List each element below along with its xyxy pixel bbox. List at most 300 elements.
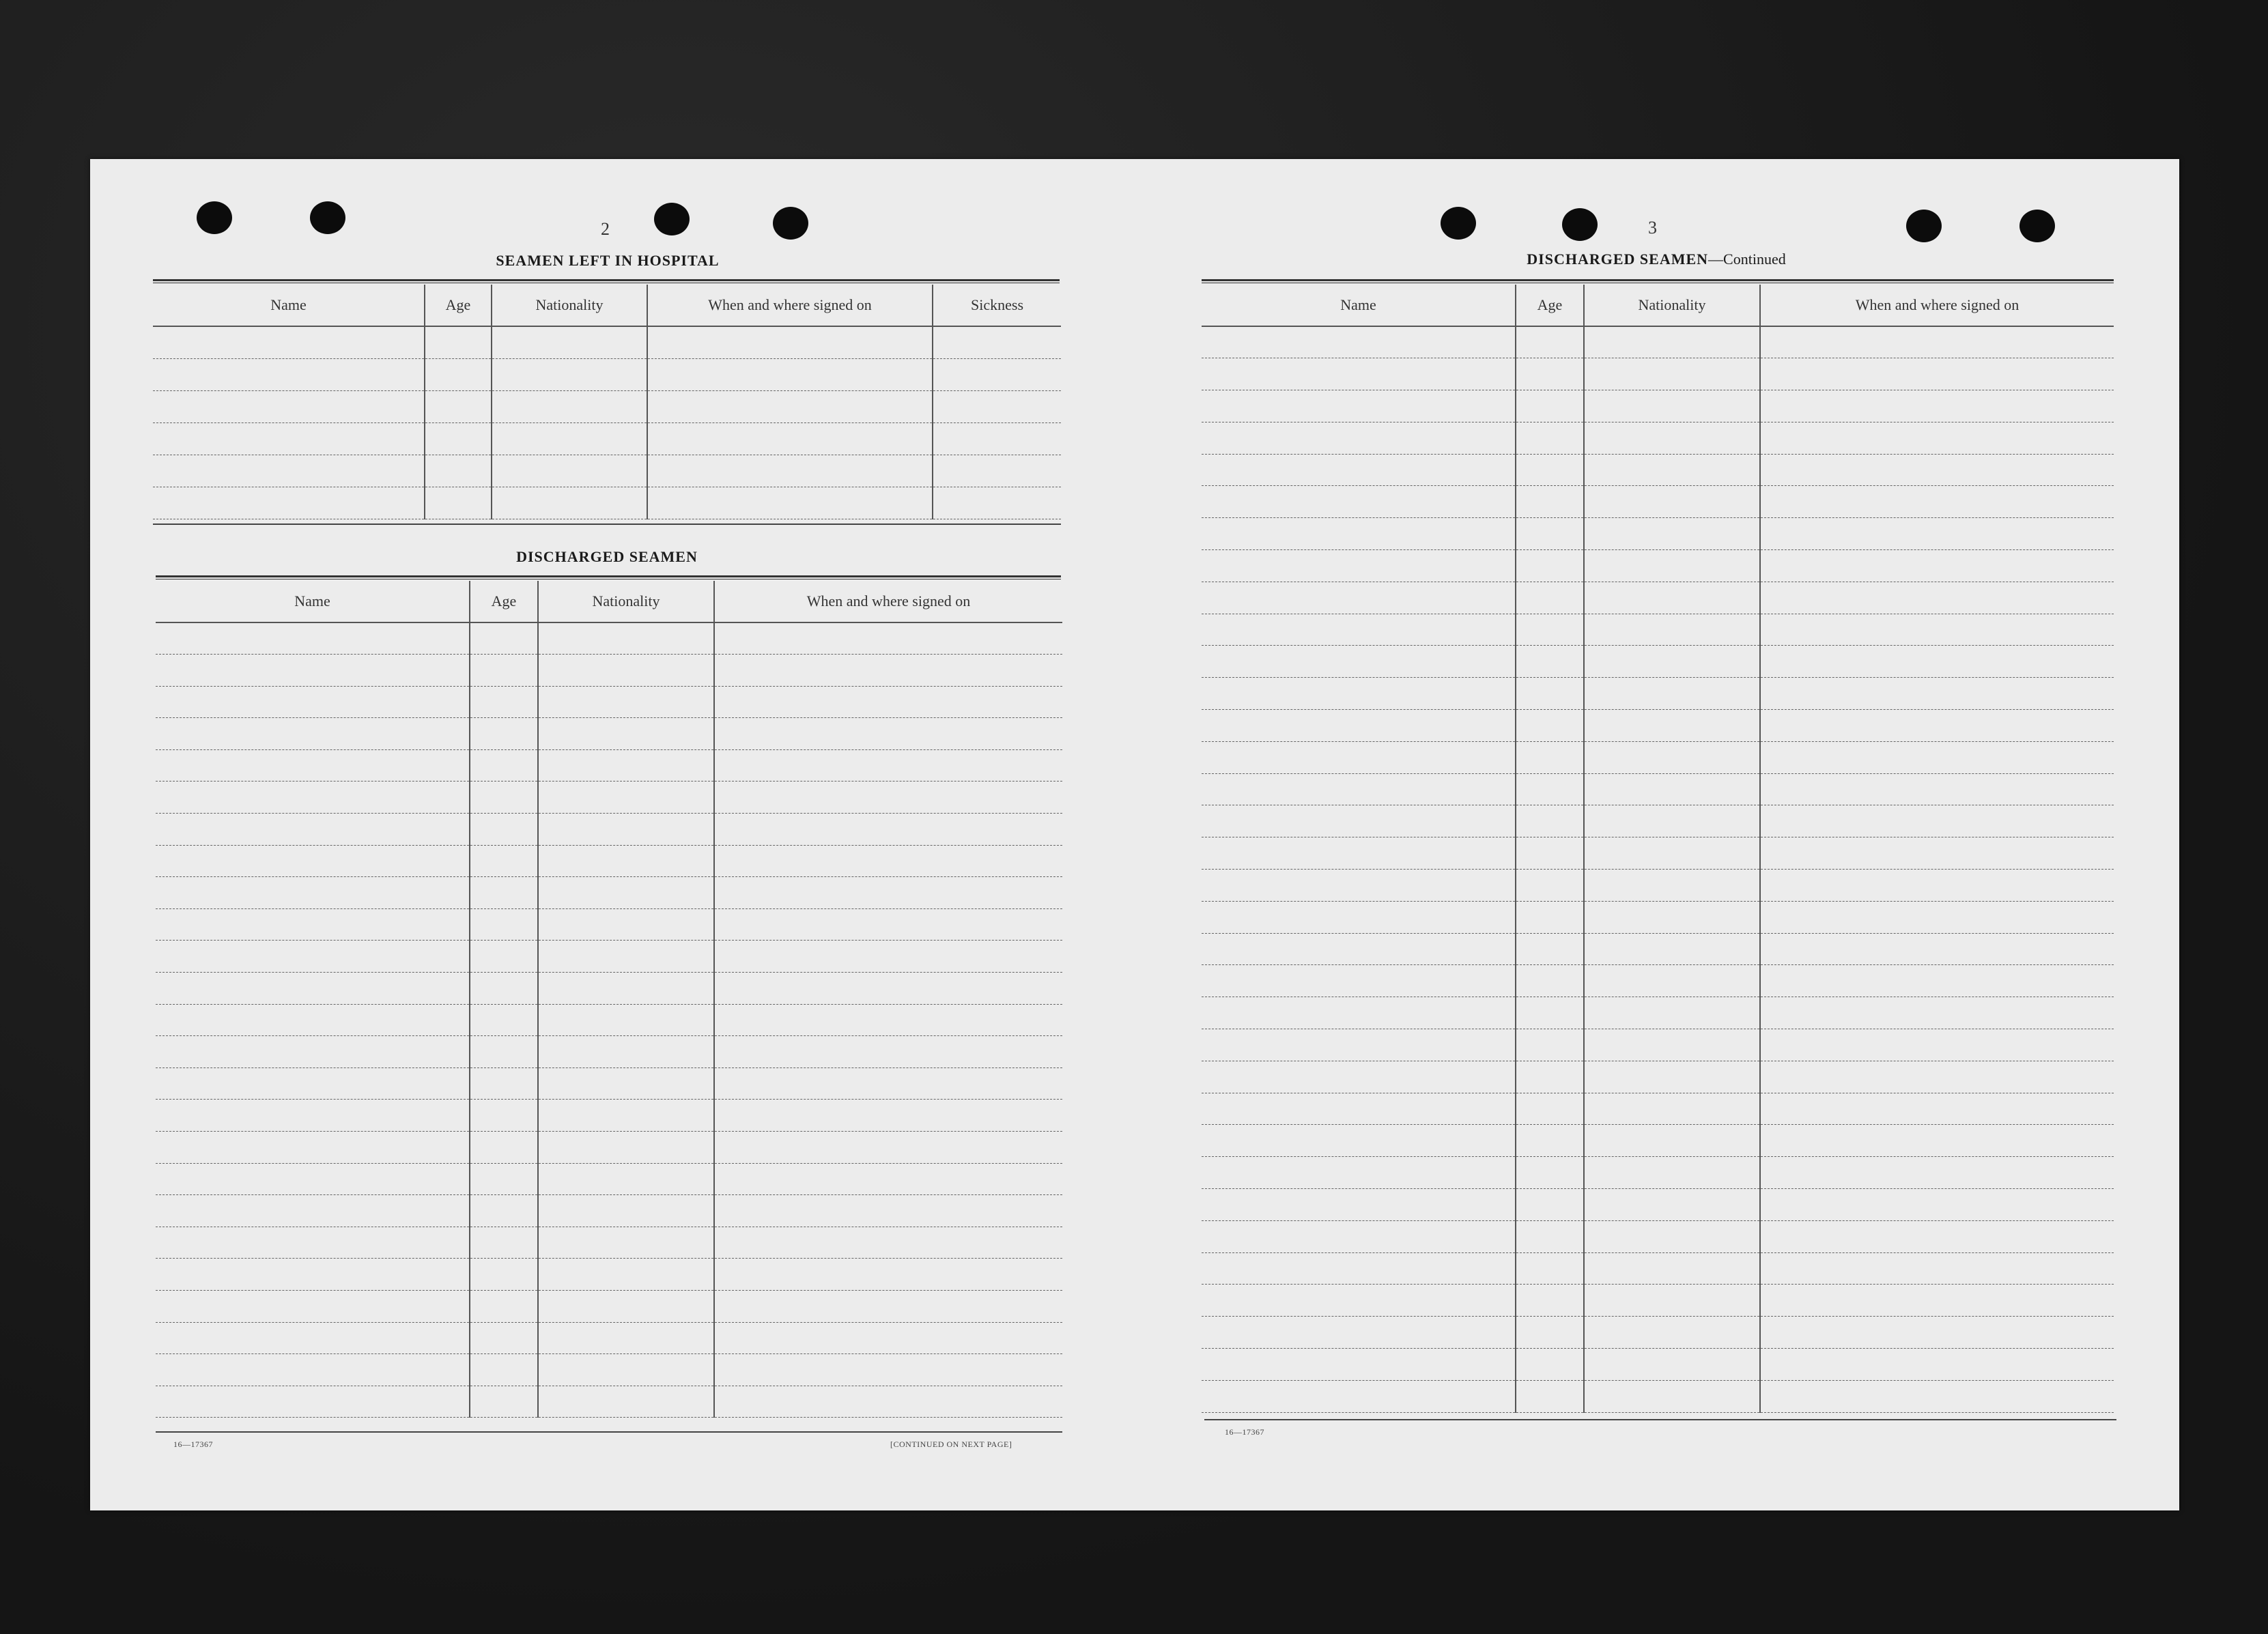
table-cell: [1202, 805, 1516, 837]
table-cell: [1760, 1380, 2114, 1412]
table-cell: [714, 1290, 1062, 1322]
table-row: [1202, 582, 2114, 614]
table-cell: [153, 487, 425, 519]
table-row: [156, 1290, 1062, 1322]
table-cell: [1760, 1189, 2114, 1221]
table-cell: [156, 1227, 470, 1259]
table-cell: [1516, 1189, 1584, 1221]
table-cell: [1516, 1029, 1584, 1061]
table-cell: [538, 1386, 714, 1418]
table-cell: [492, 455, 647, 487]
table-cell: [714, 973, 1062, 1005]
table-cell: [1202, 358, 1516, 390]
table-cell: [1584, 1285, 1760, 1317]
table-cell: [714, 1354, 1062, 1386]
table-cell: [156, 1067, 470, 1100]
table-cell: [153, 455, 425, 487]
table-cell: [156, 1322, 470, 1354]
table-cell: [1516, 710, 1584, 742]
table-cell: [1202, 454, 1516, 486]
table-cell: [1516, 358, 1584, 390]
table-cell: [1760, 1125, 2114, 1157]
table-cell: [933, 422, 1061, 455]
table-cell: [538, 1067, 714, 1100]
table-cell: [1516, 1093, 1584, 1125]
table-cell: [470, 1132, 538, 1164]
table-cell: [538, 749, 714, 782]
table-cell: [470, 908, 538, 941]
table-cell: [1516, 901, 1584, 933]
table-cell: [1516, 870, 1584, 902]
table-cell: [1584, 1029, 1760, 1061]
table-cell: [1516, 773, 1584, 805]
table-cell: [1584, 933, 1760, 965]
table-cell: [1760, 933, 2114, 965]
table-row: [156, 1100, 1062, 1132]
right-bottom-rule: [1204, 1419, 2116, 1420]
table-row: [1202, 422, 2114, 454]
table-cell: [153, 390, 425, 422]
table-cell: [1202, 518, 1516, 550]
table-cell: [647, 358, 933, 390]
column-header-when-where-signed-on: When and where signed on: [1760, 285, 2114, 326]
table-cell: [933, 326, 1061, 358]
table-row: [156, 1036, 1062, 1068]
table-cell: [492, 390, 647, 422]
table-row: [156, 908, 1062, 941]
table-cell: [647, 487, 933, 519]
table-cell: [538, 845, 714, 877]
table-row: [156, 877, 1062, 909]
table-cell: [1584, 870, 1760, 902]
table-cell: [1202, 550, 1516, 582]
table-cell: [538, 908, 714, 941]
table-cell: [1584, 550, 1760, 582]
table-cell: [425, 390, 492, 422]
right-top-rule: [1202, 279, 2114, 283]
table-cell: [1516, 614, 1584, 646]
table-cell: [1760, 1252, 2114, 1285]
table-cell: [1516, 997, 1584, 1029]
discharged-header-row: [156, 581, 1062, 622]
continued-on-next-page-note: [CONTINUED ON NEXT PAGE]: [890, 1439, 1012, 1449]
hospital-bottom-rule: [153, 524, 1061, 525]
table-row: [1202, 1252, 2114, 1285]
column-header-name: Name: [153, 285, 425, 326]
table-cell: [1584, 326, 1760, 358]
table-cell: [1584, 422, 1760, 454]
table-cell: [1516, 805, 1584, 837]
table-cell: [470, 1386, 538, 1418]
table-row: [1202, 710, 2114, 742]
table-cell: [714, 749, 1062, 782]
table-row: [153, 455, 1061, 487]
table-cell: [1202, 1189, 1516, 1221]
table-row: [1202, 550, 2114, 582]
punch-hole: [1562, 208, 1598, 241]
table-row: [153, 358, 1061, 390]
table-cell: [1202, 1285, 1516, 1317]
table-row: [153, 487, 1061, 519]
table-cell: [1760, 1093, 2114, 1125]
table-cell: [1760, 773, 2114, 805]
table-row: [156, 1163, 1062, 1195]
table-cell: [714, 1036, 1062, 1068]
table-row: [1202, 518, 2114, 550]
right-form-number: 16—17367: [1225, 1427, 1264, 1437]
table-cell: [1516, 1317, 1584, 1349]
table-cell: [1584, 518, 1760, 550]
table-row: [156, 1386, 1062, 1418]
table-cell: [714, 1067, 1062, 1100]
table-cell: [1760, 1029, 2114, 1061]
table-row: [1202, 1285, 2114, 1317]
table-cell: [1584, 646, 1760, 678]
table-cell: [1760, 710, 2114, 742]
table-cell: [1516, 550, 1584, 582]
table-row: [1202, 870, 2114, 902]
table-row: [1202, 901, 2114, 933]
table-row: [1202, 837, 2114, 870]
table-cell: [1760, 326, 2114, 358]
table-row: [156, 782, 1062, 814]
table-cell: [1584, 805, 1760, 837]
table-cell: [156, 749, 470, 782]
table-cell: [1584, 486, 1760, 518]
column-header-when-where-signed-on: When and where signed on: [647, 285, 933, 326]
table-row: [1202, 1093, 2114, 1125]
table-cell: [714, 941, 1062, 973]
table-row: [1202, 1189, 2114, 1221]
table-cell: [1516, 678, 1584, 710]
table-cell: [933, 358, 1061, 390]
column-header-age: Age: [425, 285, 492, 326]
table-cell: [538, 1036, 714, 1068]
table-cell: [714, 1132, 1062, 1164]
table-row: [1202, 678, 2114, 710]
table-cell: [538, 622, 714, 655]
table-row: [1202, 486, 2114, 518]
table-row: [1202, 933, 2114, 965]
table-cell: [470, 622, 538, 655]
table-cell: [1516, 454, 1584, 486]
table-cell: [1760, 997, 2114, 1029]
table-cell: [1202, 582, 1516, 614]
table-cell: [425, 455, 492, 487]
table-row: [1202, 1317, 2114, 1349]
table-cell: [425, 326, 492, 358]
table-cell: [714, 1100, 1062, 1132]
table-cell: [1202, 965, 1516, 997]
table-cell: [153, 358, 425, 390]
table-cell: [538, 877, 714, 909]
table-cell: [1516, 486, 1584, 518]
table-cell: [714, 845, 1062, 877]
table-cell: [1584, 837, 1760, 870]
table-cell: [1202, 1380, 1516, 1412]
table-cell: [470, 1290, 538, 1322]
table-cell: [156, 1132, 470, 1164]
form-sheet: [90, 159, 2179, 1510]
table-cell: [1584, 1125, 1760, 1157]
table-cell: [1760, 870, 2114, 902]
column-header-name: Name: [1202, 285, 1516, 326]
table-cell: [1516, 646, 1584, 678]
table-cell: [470, 749, 538, 782]
table-cell: [1584, 901, 1760, 933]
table-cell: [1202, 1029, 1516, 1061]
table-cell: [538, 655, 714, 687]
table-row: [1202, 773, 2114, 805]
table-cell: [470, 1195, 538, 1227]
table-cell: [1584, 358, 1760, 390]
table-cell: [1516, 965, 1584, 997]
table-cell: [470, 1259, 538, 1291]
table-cell: [647, 455, 933, 487]
table-cell: [1760, 1317, 2114, 1349]
table-row: [1202, 1125, 2114, 1157]
table-cell: [1516, 741, 1584, 773]
table-cell: [538, 941, 714, 973]
table-cell: [492, 358, 647, 390]
table-cell: [1202, 710, 1516, 742]
table-cell: [470, 1354, 538, 1386]
table-cell: [156, 1004, 470, 1036]
table-cell: [470, 845, 538, 877]
table-row: [156, 622, 1062, 655]
table-row: [156, 1322, 1062, 1354]
table-row: [1202, 1157, 2114, 1189]
table-row: [156, 749, 1062, 782]
table-cell: [156, 622, 470, 655]
table-cell: [714, 782, 1062, 814]
column-header-age: Age: [1516, 285, 1584, 326]
table-row: [156, 1227, 1062, 1259]
table-cell: [1760, 614, 2114, 646]
table-cell: [156, 877, 470, 909]
table-cell: [538, 1322, 714, 1354]
table-cell: [538, 1354, 714, 1386]
table-row: [1202, 1029, 2114, 1061]
column-header-when-where-signed-on: When and where signed on: [714, 581, 1062, 622]
table-row: [1202, 326, 2114, 358]
table-cell: [156, 686, 470, 718]
table-cell: [1584, 741, 1760, 773]
table-cell: [1516, 1285, 1584, 1317]
table-cell: [492, 422, 647, 455]
table-cell: [538, 782, 714, 814]
table-cell: [1584, 1061, 1760, 1093]
table-cell: [1584, 710, 1760, 742]
table-cell: [1760, 358, 2114, 390]
table-cell: [1516, 933, 1584, 965]
table-cell: [1760, 486, 2114, 518]
table-cell: [1202, 486, 1516, 518]
table-cell: [1584, 1189, 1760, 1221]
table-row: [156, 1004, 1062, 1036]
table-cell: [1584, 454, 1760, 486]
table-cell: [470, 1004, 538, 1036]
table-cell: [470, 941, 538, 973]
table-cell: [647, 390, 933, 422]
table-cell: [538, 1004, 714, 1036]
column-header-sickness: Sickness: [933, 285, 1061, 326]
table-cell: [1760, 518, 2114, 550]
table-cell: [538, 1259, 714, 1291]
table-row: [1202, 741, 2114, 773]
table-cell: [1516, 837, 1584, 870]
table-cell: [1202, 390, 1516, 422]
table-cell: [156, 1163, 470, 1195]
punch-hole: [654, 203, 690, 235]
table-row: [156, 718, 1062, 750]
table-cell: [1516, 422, 1584, 454]
table-cell: [1760, 1285, 2114, 1317]
table-cell: [714, 1227, 1062, 1259]
discharged-continued-section-title: DISCHARGED SEAMEN—Continued: [1527, 250, 1786, 268]
table-cell: [1584, 390, 1760, 422]
table-cell: [714, 814, 1062, 846]
table-cell: [1516, 1252, 1584, 1285]
table-row: [1202, 1220, 2114, 1252]
table-row: [1202, 646, 2114, 678]
table-row: [1202, 358, 2114, 390]
table-cell: [714, 655, 1062, 687]
table-cell: [470, 1100, 538, 1132]
discharged-seamen-table: [156, 581, 1062, 1418]
table-cell: [156, 1386, 470, 1418]
table-cell: [492, 487, 647, 519]
table-cell: [153, 422, 425, 455]
table-cell: [538, 686, 714, 718]
table-cell: [1202, 997, 1516, 1029]
table-cell: [933, 487, 1061, 519]
table-row: [153, 326, 1061, 358]
table-cell: [538, 1132, 714, 1164]
table-cell: [714, 1322, 1062, 1354]
table-cell: [1760, 678, 2114, 710]
table-cell: [1760, 646, 2114, 678]
table-row: [153, 390, 1061, 422]
table-cell: [933, 390, 1061, 422]
table-cell: [1584, 582, 1760, 614]
table-cell: [1760, 965, 2114, 997]
table-cell: [1516, 1125, 1584, 1157]
table-cell: [538, 1290, 714, 1322]
table-cell: [1202, 614, 1516, 646]
table-cell: [156, 973, 470, 1005]
table-cell: [714, 622, 1062, 655]
table-cell: [714, 1163, 1062, 1195]
table-cell: [1584, 773, 1760, 805]
table-cell: [470, 686, 538, 718]
table-cell: [470, 782, 538, 814]
table-cell: [1202, 678, 1516, 710]
column-header-nationality: Nationality: [538, 581, 714, 622]
hospital-top-rule: [153, 279, 1060, 283]
seamen-left-in-hospital-table: [153, 285, 1061, 519]
table-cell: [1584, 1157, 1760, 1189]
table-cell: [1516, 1157, 1584, 1189]
continued-suffix: —Continued: [1708, 250, 1786, 268]
table-cell: [1202, 1125, 1516, 1157]
table-row: [156, 1132, 1062, 1164]
punch-hole: [1441, 207, 1476, 240]
table-cell: [156, 941, 470, 973]
table-cell: [1202, 773, 1516, 805]
continued-header-row: [1202, 285, 2114, 326]
left-page-number: 2: [601, 219, 610, 239]
table-row: [153, 422, 1061, 455]
table-cell: [647, 326, 933, 358]
table-cell: [156, 845, 470, 877]
table-cell: [425, 487, 492, 519]
table-cell: [538, 1100, 714, 1132]
table-cell: [156, 655, 470, 687]
table-cell: [1202, 1252, 1516, 1285]
table-cell: [714, 718, 1062, 750]
table-cell: [470, 973, 538, 1005]
table-cell: [1202, 646, 1516, 678]
table-cell: [1760, 1061, 2114, 1093]
table-cell: [1584, 997, 1760, 1029]
table-cell: [153, 326, 425, 358]
punch-hole: [773, 207, 808, 240]
table-cell: [156, 908, 470, 941]
table-row: [1202, 454, 2114, 486]
table-cell: [1516, 390, 1584, 422]
table-cell: [1202, 933, 1516, 965]
hospital-section-title: SEAMEN LEFT IN HOSPITAL: [496, 252, 720, 269]
table-row: [1202, 1349, 2114, 1381]
table-cell: [1760, 422, 2114, 454]
hospital-header-row: [153, 285, 1061, 326]
table-cell: [1516, 1380, 1584, 1412]
table-cell: [538, 973, 714, 1005]
table-cell: [538, 1163, 714, 1195]
table-cell: [1760, 1349, 2114, 1381]
table-cell: [1202, 422, 1516, 454]
table-cell: [156, 1100, 470, 1132]
table-row: [156, 941, 1062, 973]
column-header-nationality: Nationality: [492, 285, 647, 326]
table-cell: [1760, 805, 2114, 837]
table-row: [156, 1067, 1062, 1100]
table-cell: [1516, 582, 1584, 614]
table-cell: [1584, 614, 1760, 646]
table-cell: [538, 814, 714, 846]
table-cell: [1584, 1252, 1760, 1285]
table-cell: [1202, 1220, 1516, 1252]
punch-hole: [1906, 210, 1942, 242]
right-page-number: 3: [1648, 218, 1657, 238]
table-row: [1202, 1061, 2114, 1093]
table-cell: [714, 1004, 1062, 1036]
table-row: [1202, 965, 2114, 997]
discharged-section-title: DISCHARGED SEAMEN: [516, 548, 698, 565]
table-cell: [492, 326, 647, 358]
table-cell: [156, 782, 470, 814]
table-cell: [933, 455, 1061, 487]
table-cell: [1760, 390, 2114, 422]
table-cell: [470, 1036, 538, 1068]
table-row: [156, 655, 1062, 687]
table-cell: [425, 358, 492, 390]
table-cell: [470, 877, 538, 909]
table-cell: [1516, 1349, 1584, 1381]
table-cell: [470, 814, 538, 846]
table-cell: [1760, 550, 2114, 582]
